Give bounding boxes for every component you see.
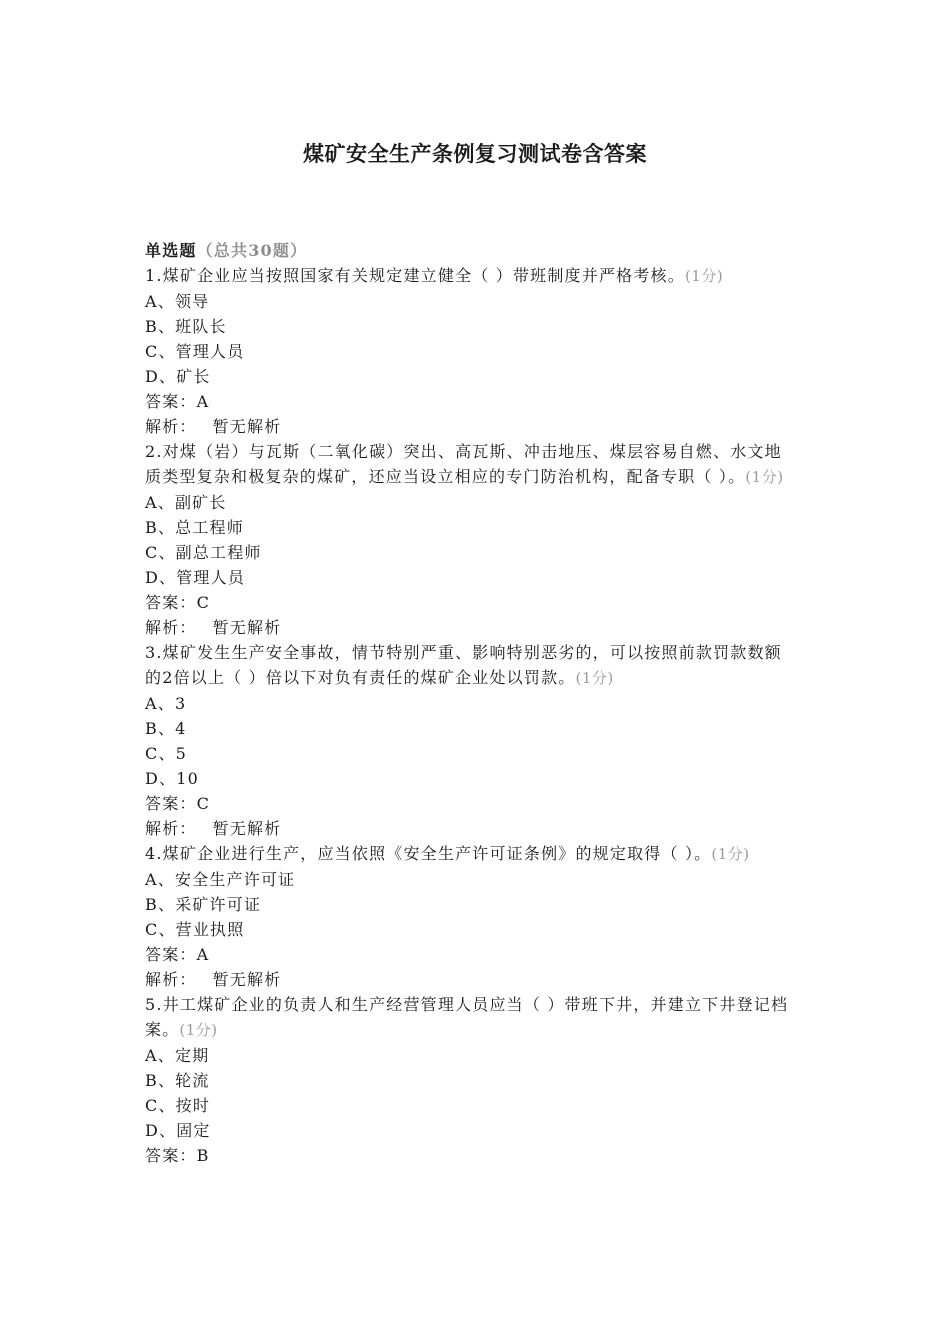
question-block (145, 640, 797, 841)
analysis-value: 暂无解析 (212, 618, 282, 637)
exam-content (145, 238, 797, 1168)
answer-value: C (196, 593, 211, 612)
question-score: (1分) (179, 1021, 218, 1039)
question-stem (145, 841, 797, 867)
question-score: (1分) (575, 669, 614, 687)
question-block (145, 263, 797, 439)
question-score: (1分) (745, 468, 784, 486)
answer-option: A、副矿长 (145, 493, 227, 512)
question-stem (145, 439, 797, 490)
analysis-value: 暂无解析 (212, 417, 282, 436)
analysis-label: 解析： (145, 618, 197, 637)
question-stem (145, 992, 797, 1043)
analysis-label: 解析： (145, 970, 197, 989)
analysis-value: 暂无解析 (212, 819, 282, 838)
question-stem (145, 640, 797, 691)
answer-value: A (196, 392, 210, 411)
correct-answer (145, 791, 797, 816)
question-text: 2.对煤（岩）与瓦斯（二氧化碳）突出、高瓦斯、冲击地压、煤层容易自燃、水文地质类型复杂和极复杂的煤矿，还应当设立相应的专门防治机构，配备专职（ ）。 (145, 442, 782, 486)
question-block (145, 841, 797, 992)
question-score: (1分) (711, 845, 750, 863)
answer-option: A、定期 (145, 1046, 210, 1065)
answer-option: A、安全生产许可证 (145, 870, 296, 889)
correct-answer (145, 590, 797, 615)
answer-label: 答案： (145, 945, 197, 964)
question-text: 1.煤矿企业应当按照国家有关规定建立健全（ ）带班制度并严格考核。 (145, 266, 685, 285)
answer-option: D、矿长 (145, 367, 211, 386)
answer-option: B、班队长 (145, 317, 227, 336)
answer-option: B、采矿许可证 (145, 895, 262, 914)
answer-label: 答案： (145, 794, 197, 813)
question-stem (145, 263, 797, 289)
question-block (145, 439, 797, 640)
question-text: 3.煤矿发生生产安全事故，情节特别严重、影响特别恶劣的，可以按照前款罚款数额的2倍以上（ ）倍以下对负有责任的煤矿企业处以罚款。 (145, 643, 782, 687)
section-heading (145, 238, 797, 263)
question-block (145, 992, 797, 1168)
analysis-label: 解析： (145, 417, 197, 436)
question-text: 5.井工煤矿企业的负责人和生产经营管理人员应当（ ）带班下井，并建立下井登记档案。 (145, 995, 789, 1039)
answer-option: C、副总工程师 (145, 543, 262, 562)
answer-option: C、营业执照 (145, 920, 245, 939)
analysis (145, 414, 797, 439)
analysis-value: 暂无解析 (212, 970, 282, 989)
analysis-label: 解析： (145, 819, 197, 838)
answer-label: 答案： (145, 1146, 197, 1165)
answer-option: B、轮流 (145, 1071, 210, 1090)
answer-option: C、按时 (145, 1096, 211, 1115)
analysis (145, 615, 797, 640)
answer-option: D、10 (145, 769, 199, 788)
answer-option: D、管理人员 (145, 568, 246, 587)
answer-option: A、领导 (145, 292, 210, 311)
correct-answer (145, 1143, 797, 1168)
page-title: 煤矿安全生产条例复习测试卷含答案 (303, 141, 647, 166)
answer-option: B、4 (145, 719, 187, 738)
answer-label: 答案： (145, 392, 197, 411)
correct-answer (145, 942, 797, 967)
answer-label: 答案： (145, 593, 197, 612)
question-text: 4.煤矿企业进行生产，应当依照《安全生产许可证条例》的规定取得（ ）。 (145, 844, 712, 863)
analysis (145, 967, 797, 992)
analysis (145, 816, 797, 841)
section-count: （总共30题） (196, 241, 308, 260)
answer-option: D、固定 (145, 1121, 211, 1140)
answer-value: B (196, 1146, 210, 1165)
correct-answer (145, 389, 797, 414)
answer-option: A、3 (145, 694, 187, 713)
section-label: 单选题 (145, 241, 197, 260)
question-score: (1分) (684, 267, 724, 285)
answer-option: B、总工程师 (145, 518, 244, 537)
answer-option: C、管理人员 (145, 342, 245, 361)
question-list (145, 263, 797, 1168)
answer-value: C (196, 794, 211, 813)
answer-value: A (196, 945, 210, 964)
answer-option: C、5 (145, 744, 188, 763)
